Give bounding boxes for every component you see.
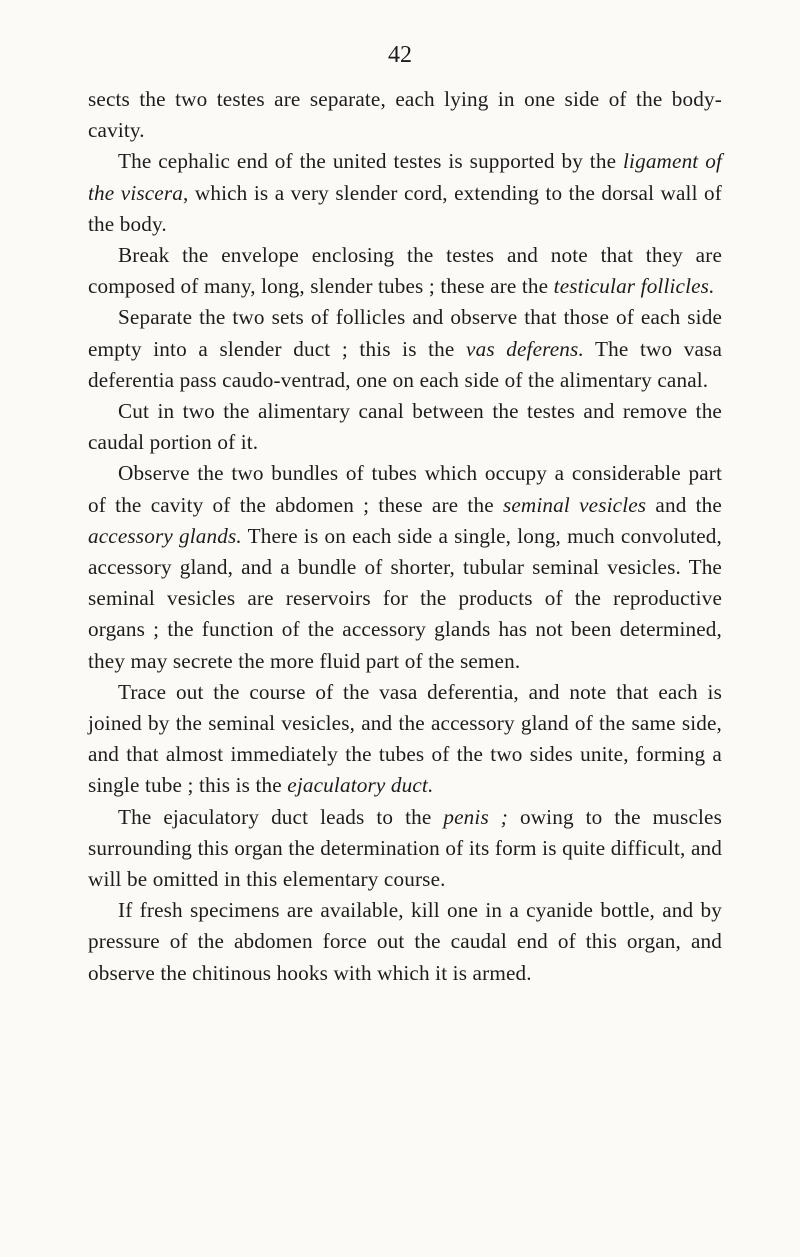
text-run: and the [646,492,722,517]
page-number: 42 [388,42,412,68]
paragraph [88,396,722,458]
paragraph [88,240,722,302]
text-run: Break the envelope enclosing the testes and note that they are composed of many, long, slender tubes ; these are the [88,243,722,299]
paragraph [88,802,722,896]
text-run: owing to the muscles surrounding this organ the determination of its form is quite difficult, and will be omitted in this elementary course. [88,804,722,892]
text-run: The cephalic end of the united testes is supported by the [118,149,623,174]
italic-term: penis ; [443,804,509,829]
text-run: There is on each side a single, long, much convoluted, accessory gland, and a bundle of shorter, tubular seminal vesicles. The seminal vesicles are reservoirs for the products of the reproductive organs ; the function of the accessory glands has not been determined, they may secrete the more fluid part of the semen. [88,523,722,673]
paragraph [88,84,722,146]
italic-term: ejaculatory duct. [287,773,434,798]
text-run: The two vasa deferentia pass caudo-ventrad, one on each side of the alimentary canal. [88,336,722,392]
italic-term: testicular follicles. [553,274,715,299]
body-text [88,84,722,989]
italic-term: seminal vesicles [502,492,647,517]
text-run: , which is a very slender cord, extending to the dorsal wall of the body. [88,180,722,236]
paragraph [88,895,722,989]
paragraph [88,146,722,240]
paragraph [88,302,722,396]
text-run: Observe the two bundles of tubes which occupy a considerable part of the cavity of the abdomen ; these are the [88,461,722,517]
italic-term: accessory glands. [88,523,242,548]
text-run: If fresh specimens are available, kill one in a cyanide bottle, and by pressure of the abdomen force out the caudal end of this organ, and observe the chitinous hooks with which it is armed. [88,898,722,985]
text-run: Trace out the course of the vasa deferentia, and note that each is joined by the seminal vesicles, and the accessory gland of the same side, and that almost immediately the tubes of the two sides unite, forming a single tube ; this is the [88,679,722,798]
paragraph [88,677,722,802]
text-run: sects the two testes are separate, each lying in one side of the body-cavity. [88,87,722,143]
italic-term: vas deferens. [466,336,584,361]
paragraph [88,458,722,676]
text-run: Separate the two sets of follicles and observe that those of each side empty into a slender duct ; this is the [88,305,722,361]
text-run: The ejaculatory duct leads to the [118,804,444,829]
text-run: Cut in two the alimentary canal between the testes and remove the caudal portion of it. [88,399,722,455]
italic-term: ligament of the viscera [88,149,722,205]
